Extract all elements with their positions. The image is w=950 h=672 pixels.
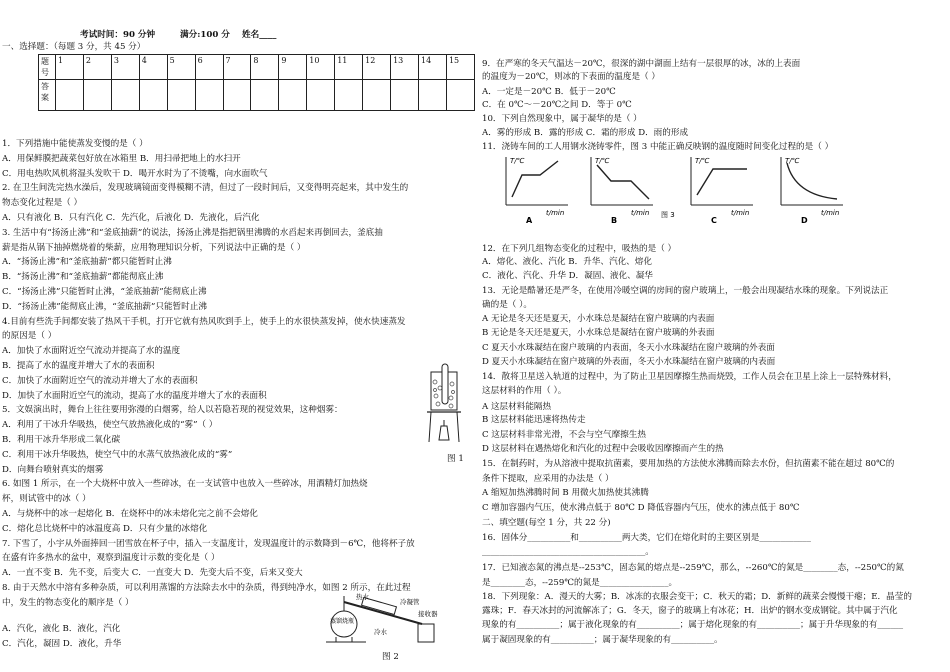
question-line: A．加快了水面附近空气流动并提高了水的温度 — [2, 346, 181, 357]
question-line: 6. 如图 1 所示，在一个大烧杯中放入一些碎冰，在一支试管中也放入一些碎冰，用酒精灯加热烧 — [2, 479, 368, 490]
question-line: A．“扬汤止沸”和“釜底抽薪”都只能暂时止沸 — [2, 257, 172, 268]
question-line: 12．在下列几组物态变化的过程中，吸热的是（ ） — [482, 244, 677, 254]
question-line: A．一定是－20℃ B．低于－20℃ — [482, 87, 616, 97]
name-field[interactable]: 姓名____ — [242, 30, 277, 40]
question-line: 二、填空题(每空 1 分，共 22 分) — [482, 518, 611, 528]
question-number-cell: 5 — [167, 55, 195, 80]
answer-cell[interactable] — [363, 80, 391, 111]
full-score: 满分:100 分 — [180, 30, 230, 40]
answer-cell[interactable] — [419, 80, 447, 111]
figure-3-temperature-graphs — [496, 155, 856, 225]
question-line: A．与烧杯中的冰一起熔化 B．在烧杯中的冰未熔化完之前不会熔化 — [2, 509, 258, 519]
question-number-cell: 14 — [419, 55, 447, 80]
answer-cell[interactable] — [391, 80, 419, 111]
figure-2-label-flask: 蒸馏烧瓶 — [330, 618, 355, 625]
question-line: A 无论是冬天还是夏天，小水珠总是凝结在窗户玻璃的内表面 — [482, 314, 715, 324]
question-line: 10．下列自然现象中，属于凝华的是（ ） — [482, 114, 642, 124]
question-line: C 增加容器内气压，使水沸点低于 80℃ D 降低容器内气压，使水的沸点低于 80℃ — [482, 503, 800, 513]
graph-axis-y-label: T/℃ — [595, 157, 610, 165]
question-number-cell: 13 — [391, 55, 419, 80]
question-line: A．雾的形成 B．露的形成 C．霜的形成 D．雨的形成 — [482, 128, 689, 138]
question-line: C．汽化，凝固 D．液化，升华 — [2, 638, 122, 649]
answer-cell[interactable] — [111, 80, 139, 111]
question-line: 物态变化过程是（ ） — [2, 198, 83, 209]
question-line: C．加快了水面附近空气的流动并增大了水的表面积 — [2, 375, 198, 386]
question-line: 确的是（ ）。 — [482, 300, 532, 310]
question-line: 的原因是（ ） — [2, 331, 57, 342]
question-line: A．一直不变 B．先不变，后变大 C．一直变大 D．先变大后不变，后来又变大 — [2, 568, 303, 579]
question-number-cell: 6 — [195, 55, 223, 80]
question-line: A．熔化、液化、汽化 B．升华、汽化、熔化 — [482, 257, 652, 267]
figure-2-label-hot-water: 热水 — [356, 593, 369, 601]
answer-cell[interactable] — [195, 80, 223, 111]
question-line: ______________________________________。 — [482, 547, 654, 557]
question-line: 薪是指从锅下抽掉燃烧着的柴薪，应用物理知识分析，下列说法中正确的是（ ） — [2, 242, 306, 253]
figure-1-beaker-diagram — [425, 362, 465, 454]
answer-cell[interactable] — [251, 80, 279, 111]
question-line: C．用电热吹风机将湿头发吹干 D．喝开水时为了不烫嘴，向水面吹气 — [2, 168, 268, 179]
question-line: 2. 在卫生间洗完热水澡后，发现玻璃镜面变得模糊不清，但过了一段时间后，又变得明亮起来，其中发生的 — [2, 183, 409, 194]
question-line: 8. 由于天然水中溶有多种杂质，可以利用蒸馏的方法除去水中的杂质，得到纯净水，如图 2 所示，在此过程 — [2, 583, 411, 593]
question-number-cell: 7 — [223, 55, 251, 80]
graph-letter-label: A — [526, 216, 533, 225]
figure-1-caption: 图 1 — [447, 454, 464, 464]
graph-axis-x-label: t/min — [546, 209, 565, 217]
question-line: 的温度为－20℃，则冰的下表面的温度是（ ） — [482, 72, 660, 82]
question-line: B．“扬汤止沸”和“釜底抽薪”都能彻底止沸 — [2, 272, 164, 283]
graph-axis-y-label: T/℃ — [785, 157, 800, 165]
figure-2-label-receiver: 接收器 — [418, 610, 438, 618]
answer-cell[interactable] — [167, 80, 195, 111]
question-line: 5．文娱演出时，舞台上往往要用弥漫的白烟雾，给人以若隐若现的视觉效果，这种烟雾： — [2, 405, 343, 416]
question-line: 在盛有许多热水的盆中，观察到温度计示数的变化是（ ） — [2, 553, 220, 564]
question-line: 3. 生活中有“扬汤止沸”和“釜底抽薪”的说法，扬汤止沸是指把锅里沸腾的水舀起来再倒回去，釜底抽 — [2, 227, 383, 238]
graph-axis-y-label: T/℃ — [510, 157, 525, 165]
question-line: D．“扬汤止沸”能彻底止沸，“釜底抽薪”只能暂时止沸 — [2, 301, 207, 312]
question-line: 1．下列措施中能使蒸发变慢的是（ ） — [2, 139, 148, 149]
question-line: 现象的有__________；属于液化现象的有__________；属于熔化现象的有__________；属于升华现象的有______ — [482, 620, 904, 630]
question-line: D．向舞台喷射真实的烟雾 — [2, 464, 104, 475]
answer-cell[interactable] — [446, 80, 474, 111]
exam-time: 考试时间：90 分钟 — [80, 30, 156, 40]
question-line: A．只有液化 B．只有汽化 C．先汽化，后液化 D．先液化，后汽化 — [2, 213, 260, 223]
question-line: B 无论是冬天还是夏天，小水珠总是凝结在窗户玻璃的外表面 — [482, 328, 715, 338]
question-line: 这层材料的作用（ ）。 — [482, 386, 567, 396]
question-line: 18．下列现象：A．漫天的大雾；B．冰冻的衣服会变干；C．秋天的霜；D．新鲜的蔬菜会慢慢干瘪；E．晶莹的 — [482, 592, 912, 602]
figure-2-distillation-diagram — [322, 590, 448, 648]
table-header-answer: 答案 — [39, 80, 56, 111]
question-line: C．液化、汽化、升华 D．凝固、液化、凝华 — [482, 271, 653, 281]
question-line: B．利用干冰升华形成二氧化碳 — [2, 435, 121, 445]
graph-axis-x-label: t/min — [821, 209, 840, 217]
question-number-cell: 10 — [307, 55, 335, 80]
answer-cell[interactable] — [279, 80, 307, 111]
question-line: 是________态，--259℃的氮是________________。 — [482, 578, 678, 588]
question-line: C 这层材料非常光滑，不会与空气摩擦生热 — [482, 430, 646, 440]
answer-table — [38, 54, 475, 111]
question-number-cell: 11 — [335, 55, 363, 80]
question-number-cell: 4 — [139, 55, 167, 80]
question-line: 15．在制药时，为从溶液中提取抗菌素，要用加热的方法使水沸腾而除去水份，但抗菌素不能在超过 80℃的 — [482, 459, 895, 469]
question-line: 17．已知液态氮的沸点是--253℃，固态氮的熔点是--259℃，那么，--260℃的氮是________态，--250℃的氮 — [482, 563, 904, 573]
question-line: D 夏天小水珠凝结在窗户玻璃的外表面，冬天小水珠凝结在窗户玻璃的内表面 — [482, 357, 776, 367]
question-line: C．利用干冰升华吸热，使空气中的水蒸气放热液化成的“雾” — [2, 449, 233, 460]
question-number-cell: 15 — [446, 55, 474, 80]
graph-axis-x-label: t/min — [731, 209, 750, 217]
question-number-cell: 1 — [55, 55, 83, 80]
answer-cell[interactable] — [307, 80, 335, 111]
table-header-number: 题号 — [39, 55, 56, 80]
question-line: D．加快了水面附近空气的流动，提高了水的温度并增大了水的表面积 — [2, 390, 267, 401]
answer-cell[interactable] — [335, 80, 363, 111]
section1-title: 一、选择题：（每题 3 分，共 45 分） — [2, 42, 146, 52]
answer-cell[interactable] — [139, 80, 167, 111]
question-line: B 这层材料能迅速将热传走 — [482, 415, 586, 425]
question-line: B．提高了水的温度并增大了水的表面积 — [2, 361, 155, 371]
graph-curve — [512, 161, 558, 197]
question-line: A．利用了干冰升华吸热，使空气放热液化成的“雾”（ ） — [2, 420, 218, 431]
question-line: 露珠；F．春天冰封的河流解冻了；G．冬天，窗子的玻璃上有冰花；H．出炉的钢水变成钢锭。其中属于汽化 — [482, 606, 898, 616]
question-line: 中，发生的物态变化的顺序是（ ） — [2, 597, 134, 608]
question-line: D 这层材料在遇热熔化和汽化的过程中会吸收因摩擦而产生的热 — [482, 444, 724, 454]
question-line: A 这层材料能隔热 — [482, 402, 552, 412]
answer-cell[interactable] — [83, 80, 111, 111]
graph-curve — [597, 165, 649, 199]
figure-3-caption: 图 3 — [661, 211, 675, 219]
answer-cell[interactable] — [223, 80, 251, 111]
question-line: 条件下提取，应采用的办法是（ ） — [482, 474, 614, 484]
question-line: 7. 下雪了，小宇从外面捧回一团雪放在杯子中，插入一支温度计，发现温度计的示数降到－6℃，他将杯子放 — [2, 538, 415, 549]
question-line: A．汽化，液化 B．液化，汽化 — [2, 623, 121, 634]
figure-2-label-cold-water: 冷水 — [374, 628, 387, 636]
question-line: 9．在严寒的冬天气温达－20℃，很深的湖中湖面上结有一层很厚的冰，冰的上表面 — [482, 59, 801, 69]
graph-letter-label: C — [711, 216, 717, 225]
question-number-cell: 8 — [251, 55, 279, 80]
graph-axis-x-label: t/min — [631, 209, 650, 217]
question-number-cell: 3 — [111, 55, 139, 80]
question-line: C．“扬汤止沸”只能暂时止沸，“釜底抽薪”能彻底止沸 — [2, 287, 207, 297]
graph-axis-y-label: T/℃ — [695, 157, 710, 165]
question-number-cell: 2 — [83, 55, 111, 80]
question-number-cell: 12 — [363, 55, 391, 80]
question-line: A 缩短加热沸腾时间 B 用微火加热使其沸腾 — [482, 488, 649, 498]
question-line: 4.目前有些洗手间都安装了热风干手机，打开它就有热风吹到手上，使手上的水很快蒸发掉，使水快速蒸发 — [2, 316, 406, 327]
graph-letter-label: D — [801, 216, 808, 225]
question-line: C 夏天小水珠凝结在窗户玻璃的内表面，冬天小水珠凝结在窗户玻璃的外表面 — [482, 343, 775, 353]
question-line: 属于凝固现象的有__________；属于凝华现象的有__________。 — [482, 635, 723, 645]
graph-curve — [787, 163, 837, 199]
question-line: C．在 0℃～－20℃之间 D．等于 0℃ — [482, 100, 632, 110]
question-line: C．熔化总比烧杯中的冰温度高 D．只有少量的冰熔化 — [2, 523, 208, 534]
graph-letter-label: B — [611, 216, 618, 225]
question-number-cell: 9 — [279, 55, 307, 80]
question-line: A．用保鲜膜把蔬菜包好放在冰箱里 B．用扫帚把地上的水扫开 — [2, 153, 241, 164]
figure-2-caption: 图 2 — [382, 652, 399, 662]
question-line: 16．固体分__________和__________两大类，它们在熔化时的主要区别是____________ — [482, 533, 811, 543]
question-line: 13．无论是酷暑还是严冬，在使用冷暖空调的房间的窗户玻璃上，一般会出现凝结水珠的现象。下列说法正 — [482, 286, 889, 296]
graph-curve — [697, 169, 747, 195]
question-line: 杯，则试管中的冰（ ） — [2, 494, 91, 505]
question-line: 14．散将卫星送入轨道的过程中，为了防止卫星因摩擦生热而烧毁，工作人员会在卫星上涂上一层特殊材料， — [482, 372, 897, 382]
figure-2-label-condenser: 冷凝管 — [400, 598, 420, 606]
answer-cell[interactable] — [55, 80, 83, 111]
question-line: 11．浇铸车间的工人用钢水浇铸零件，图 3 中能正确反映钢的温度随时间变化过程的是（ ） — [482, 142, 834, 152]
